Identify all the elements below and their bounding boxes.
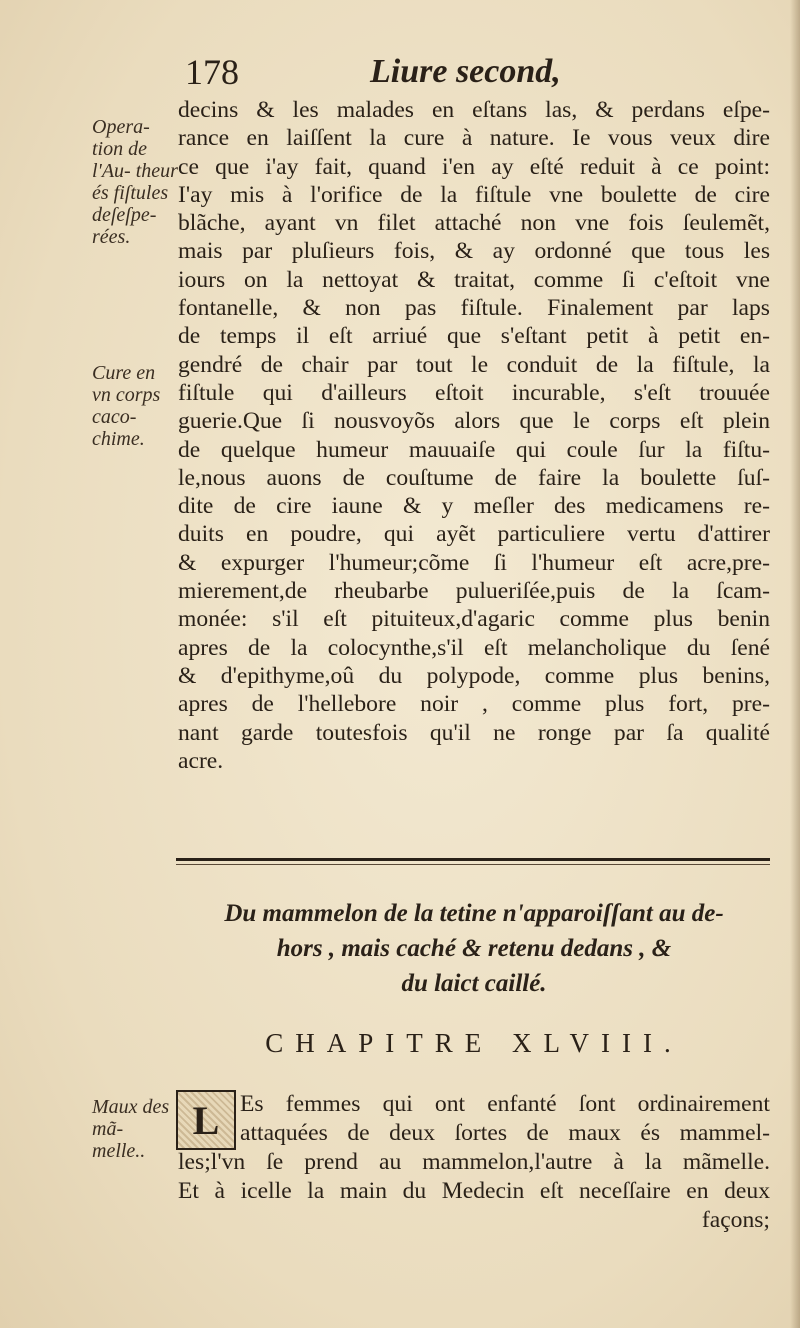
body-line: apres de l'hellebore noir , comme plus fort, pre- [178, 691, 770, 718]
body-paragraph [178, 96, 770, 775]
body-line: & d'epithyme,oû du polypode, comme plus benins, [178, 662, 770, 689]
body-line: rance en laiſſent la cure à nature. Ie vous veux dire [178, 125, 770, 152]
chapter-line: les;l'vn ſe prend au mammelon,l'autre à la mãmelle. [178, 1149, 770, 1175]
catchword: façons; [701, 1207, 770, 1233]
body-line: fontanelle, & non pas fiſtule. Finalement par laps [178, 295, 770, 322]
drop-initial-letter: L [192, 1097, 220, 1143]
body-line: iours on la nettoyat & traitat, comme ſi c'eſtoit vne [178, 266, 770, 293]
body-line: de quelque humeur mauuaiſe qui coule ſur la fiſtu- [178, 436, 770, 463]
body-line: mais par pluſieurs fois, & ay ordonné que tous les [178, 238, 770, 265]
body-line: dite de cire iaune & y meſler des medicamens re- [178, 493, 770, 520]
body-line: apres de la colocynthe,s'il eſt melancholique du ſené [178, 634, 770, 661]
body-line: monée: s'il eſt pituiteux,d'agaric comme plus benin [178, 606, 770, 633]
margin-note-maux: Maux des mã- melle.. [92, 1096, 170, 1162]
section-divider-thin [176, 864, 770, 865]
page-header [185, 52, 765, 92]
section-title-line: du laict caillé. [401, 970, 547, 997]
body-line: duits en poudre, qui ayẽt particuliere vertu d'attirer [178, 521, 770, 548]
section-title [176, 896, 772, 1001]
running-title: Liure second, [370, 53, 561, 90]
chapter-heading: CHAPITRE XLVIII. [265, 1028, 683, 1058]
body-line: blãche, ayant vn filet attaché non vne fois ſeulemẽt, [178, 210, 770, 237]
section-title-line: hors , mais caché & retenu dedans , & [276, 935, 672, 962]
body-line: fiſtule qui d'ailleurs eſtoit incurable, s'eſt trouuée [178, 379, 770, 406]
body-line: I'ay mis à l'orifice de la fiſtule vne boulette de cire [178, 181, 770, 208]
body-line: decins & les malades en eſtans las, & perdans eſpe- [178, 97, 770, 123]
chapter-line: Es femmes qui ont enfanté ſont ordinairement [240, 1091, 770, 1117]
margin-note-operation: Opera- tion de l'Au- theur és fiſtules deſeſpe- rées. [92, 116, 178, 248]
section-divider [176, 858, 770, 861]
body-line: nant garde toutesfois qu'il ne ronge par ſa qualité [178, 719, 770, 746]
page-edge-shadow [790, 0, 800, 1328]
body-line: le,nous auons de couſtume de faire la boulette ſuſ- [178, 464, 770, 491]
page-number: 178 [185, 52, 239, 92]
body-line: ce que i'ay fait, quand i'en ay eſté reduit à ce point: [178, 153, 770, 180]
body-line: acre. [178, 747, 224, 774]
body-line: gendré de chair par tout le conduit de la fiſtule, la [178, 351, 770, 378]
body-line: mierement,de rheubarbe pulueriſée,puis de la ſcam- [178, 578, 770, 605]
margin-note-cure: Cure en vn corps caco- chime. [92, 362, 161, 450]
body-line: & expurger l'humeur;cõme ſi l'humeur eſt acre,pre- [178, 549, 770, 576]
body-line: de temps il eſt arriué que s'eſtant petit à petit en- [178, 323, 770, 350]
body-line: guerie.Que ſi nousvoyõs alors que le corps eſt plein [178, 408, 770, 435]
section-title-line: Du mammelon de la tetine n'apparoiſſant au de- [224, 900, 724, 927]
chapter-line: Et à icelle la main du Medecin eſt neceſſaire en deux [178, 1178, 770, 1204]
chapter-line: attaquées de deux ſortes de maux és mammel- [240, 1120, 770, 1146]
chapter-paragraph [178, 1090, 770, 1235]
